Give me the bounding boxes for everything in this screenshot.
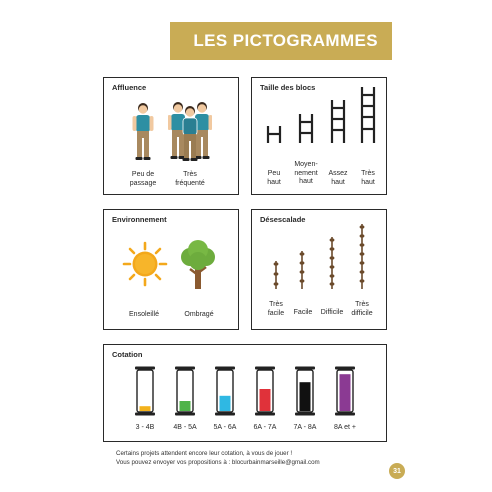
ladder-4-icon [359,87,377,143]
cotation-title: Cotation [112,350,143,359]
cotation-gauge-3 [213,365,237,417]
rope-2-icon [298,251,306,289]
cotation-fill-6 [340,374,351,411]
cotation-gauge-6 [333,365,357,417]
cotation-panel [103,344,387,442]
cotation-fill-1 [140,406,151,411]
cotation-gauge-2 [173,365,197,417]
cotation-fill-3 [220,396,231,411]
cotation-label-1: 3 - 4B [135,424,155,431]
page-title: LES PICTOGRAMMES [193,31,378,50]
affluence-label-low: Peu de passage [129,171,157,187]
cotation-fill-5 [300,382,311,411]
affluence-title: Affluence [112,83,147,92]
ladder-3-icon [329,100,347,143]
environnement-label-shade: Ombragé [184,311,214,318]
desescalade-label-1: Très facile [267,301,285,317]
cotation-label-3: 5A - 6A [213,424,237,431]
desescalade-title: Désescalade [260,215,306,224]
cotation-label-5: 7A - 8A [293,424,317,431]
rope-4-icon [358,224,366,289]
note-line-2: Vous pouvez envoyer vos propositions à : blocurbainmarseille@gmail.com [116,459,320,466]
desescalade-label-4: Très difficile [351,301,373,317]
ladder-2-icon [297,114,315,143]
note-line-1: Certains projets attendent encore leur cotation, à vous de jouer ! [116,450,293,457]
desescalade-label-2: Facile [293,309,313,316]
taille-label-3: Assez haut [328,170,348,186]
cotation-label-4: 6A - 7A [253,424,277,431]
page-number: 31 [389,463,405,479]
cotation-fill-2 [180,401,191,411]
affluence-label-high: Très fréquenté [175,171,205,187]
sun-icon [122,241,168,287]
tree-icon [178,239,218,291]
environnement-title: Environnement [112,215,167,224]
taille-panel [251,77,387,195]
cotation-gauge-1 [133,365,157,417]
rope-3-icon [328,237,336,289]
affluence-panel [103,77,239,195]
taille-label-1: Peu haut [267,170,281,186]
taille-label-4: Très haut [361,170,375,186]
rope-1-icon [272,261,280,289]
environnement-panel [103,209,239,330]
taille-label-2: Moyen- nement haut [294,161,318,185]
page-title-banner [170,22,392,60]
desescalade-label-3: Difficile [320,309,344,316]
environnement-label-sun: Ensoleillé [129,311,159,318]
ladder-1-icon [265,126,283,143]
cotation-fill-4 [260,389,271,411]
desescalade-panel [251,209,387,330]
taille-title: Taille des blocs [260,83,316,92]
cotation-label-2: 4B - 5A [173,424,197,431]
crowd-icon [168,97,212,163]
cotation-label-6: 8A et + [334,424,356,431]
cotation-gauge-4 [253,365,277,417]
cotation-gauge-5 [293,365,317,417]
person-icon [131,102,155,162]
